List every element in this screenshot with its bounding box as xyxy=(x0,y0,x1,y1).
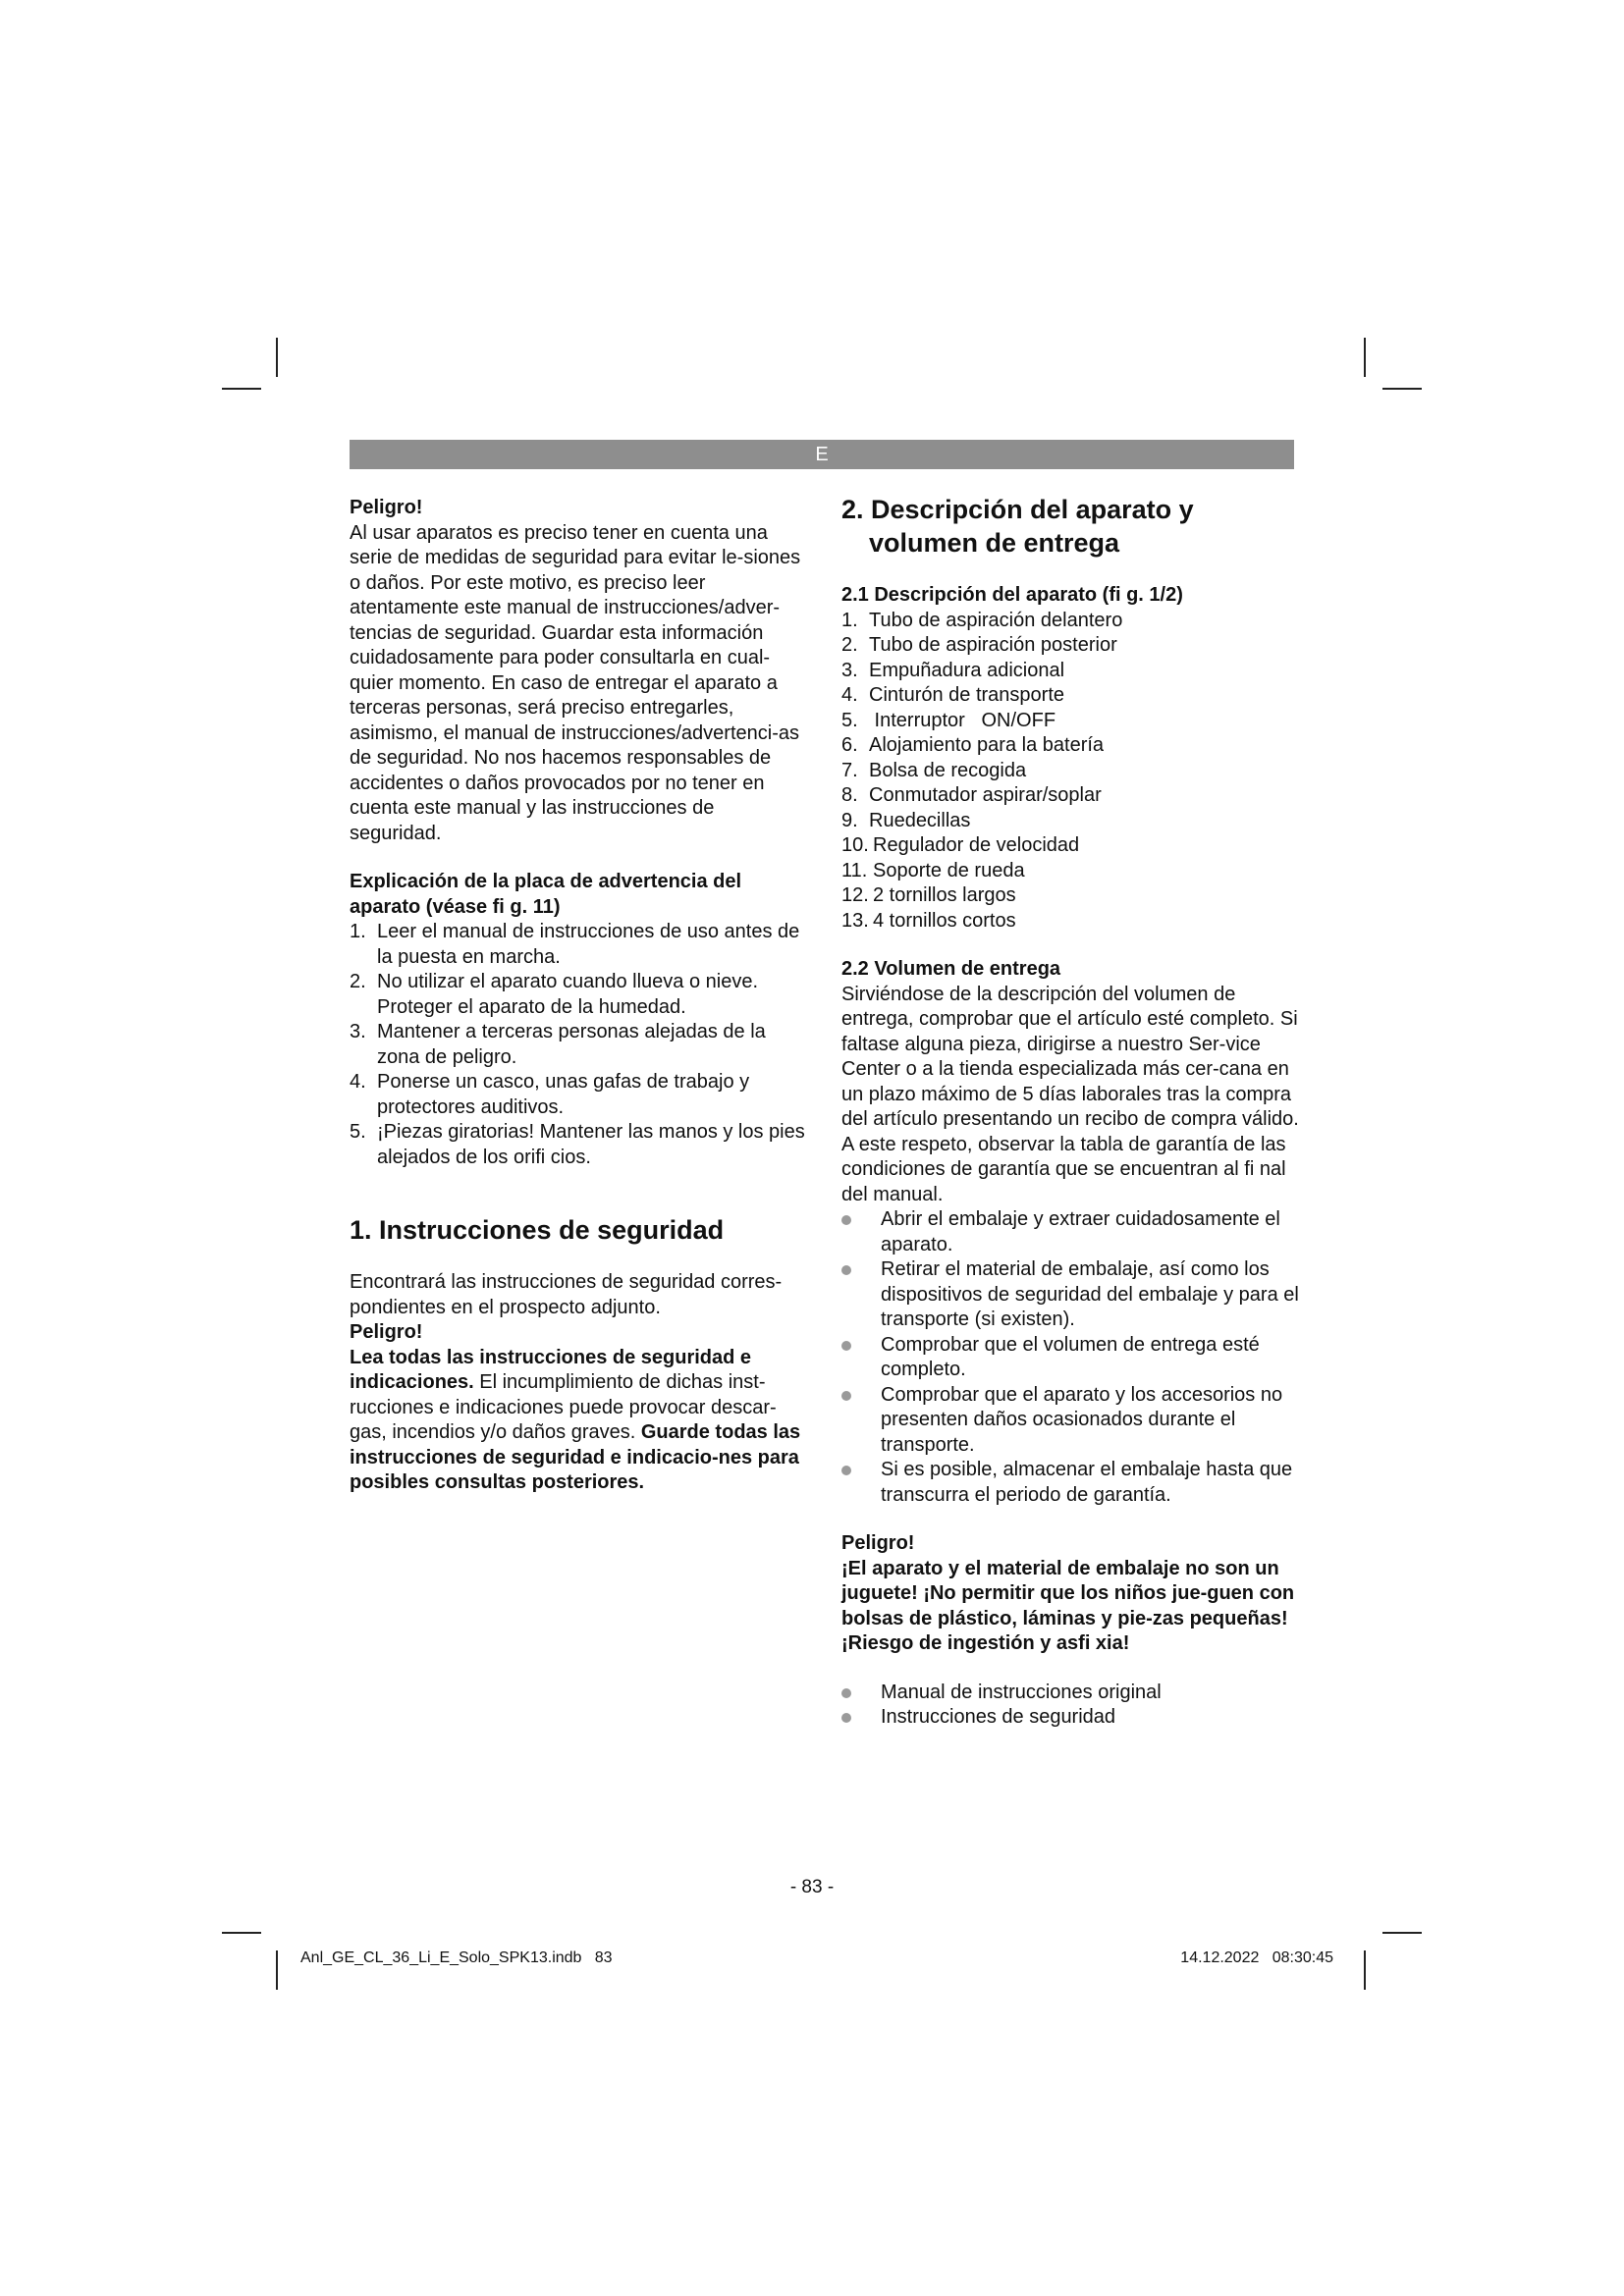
list-item: 9. Ruedecillas xyxy=(841,809,971,831)
crop-mark xyxy=(276,1950,278,1990)
danger-body: Al usar aparatos es preciso tener en cuenta una serie de medidas de seguridad para evitar le-siones o daños. Por este motivo, es preciso leer atentamente este manual de instrucciones/adver-tencias de seguridad. Guardar esta información cuidadosamente para poder consultarla en cual-quier momento. En caso de entregar el aparato a terceras personas, será preciso entregarles, asimismo, el manual de instrucciones/advertenci-as de seguridad. No nos hacemos responsables de accidentes o daños provocados por no tener en cuenta este manual y las instrucciones de seguridad. xyxy=(350,521,801,844)
list-item: 12. 2 tornillos largos xyxy=(841,884,1016,906)
list-item: 4. Ponerse un casco, unas gafas de trabajo y protectores auditivos. xyxy=(350,1071,750,1118)
delivery-paragraph: Sirviéndose de la descripción del volumen de entrega, comprobar que el artículo esté completo. Si faltase alguna pieza, dirigirse a nuestro Ser-vice Center o a la tienda especializada más cer-cana en un plazo máximo de 5 días laborales tras la compra del artículo presentando un recibo de compra válido. A este respeto, observar la tabla de garantía de las condiciones de garantía que se encuentran al fi nal del manual. xyxy=(841,983,1299,1205)
danger-body: ¡El aparato y el material de embalaje no son un juguete! ¡No permitir que los niños jue-guen con bolsas de plástico, láminas y pie-zas pequeñas! ¡Riesgo de ingestión y asfi xia! xyxy=(841,1557,1295,1654)
list-item: Comprobar que el volumen de entrega esté completo. xyxy=(841,1333,1303,1383)
parts-list xyxy=(841,609,1303,834)
parts-list-continued xyxy=(841,833,1303,934)
list-item: Retirar el material de embalaje, así como los dispositivos de seguridad del embalaje y para el transporte (si existen). xyxy=(841,1257,1303,1333)
crop-mark xyxy=(1364,338,1366,377)
page-number: - 83 - xyxy=(789,1877,835,1897)
list-item: Abrir el embalaje y extraer cuidadosamente el aparato. xyxy=(841,1207,1303,1257)
section-title: 2. Descripción del aparato y volumen de entrega xyxy=(841,495,1194,558)
bullet-icon xyxy=(841,1466,851,1475)
print-timestamp: 14.12.2022 08:30:45 xyxy=(1180,1949,1333,1966)
delivery-checklist xyxy=(841,1207,1303,1508)
left-column xyxy=(350,496,806,1496)
list-item: Manual de instrucciones original xyxy=(841,1681,1303,1706)
crop-mark xyxy=(1364,1950,1366,1990)
list-item: 2. No utilizar el aparato cuando llueva o nieve. Proteger el aparato de la humedad. xyxy=(350,971,759,1018)
bullet-icon xyxy=(841,1215,851,1225)
list-item: 6. Alojamiento para la batería xyxy=(841,734,1105,756)
list-item: 11. Soporte de rueda xyxy=(841,859,1025,881)
bullet-icon xyxy=(841,1713,851,1723)
danger-title: Peligro! xyxy=(841,1532,915,1554)
section-title: 1. Instrucciones de seguridad xyxy=(350,1215,725,1245)
bullet-icon xyxy=(841,1391,851,1401)
list-item: 3. Mantener a terceras personas alejadas de la zona de peligro. xyxy=(350,1021,766,1068)
list-item: Si es posible, almacenar el embalaje hasta que transcurra el periodo de garantía. xyxy=(841,1458,1303,1508)
subsection-title: 2.2 Volumen de entrega xyxy=(841,958,1061,980)
list-item: 5. ¡Piezas giratorias! Mantener las manos y los pies alejados de los orifi cios. xyxy=(350,1121,805,1168)
crop-mark xyxy=(276,338,278,377)
crop-mark xyxy=(1382,1932,1422,1934)
list-item: 10. Regulador de velocidad xyxy=(841,834,1080,856)
list-item: 5. Interruptor ON/OFF xyxy=(841,709,1056,731)
list-item: 13. 4 tornillos cortos xyxy=(841,909,1016,932)
file-name: Anl_GE_CL_36_Li_E_Solo_SPK13.indb 83 xyxy=(300,1949,613,1966)
bullet-icon xyxy=(841,1341,851,1351)
list-item: Instrucciones de seguridad xyxy=(841,1705,1303,1731)
list-item: 8. Conmutador aspirar/soplar xyxy=(841,784,1102,806)
list-item: 4. Cinturón de transporte xyxy=(841,684,1065,706)
bullet-icon xyxy=(841,1265,851,1275)
danger-title: Peligro! xyxy=(350,497,423,518)
crop-mark xyxy=(1382,388,1422,390)
language-code: E xyxy=(815,444,829,465)
list-item: 3. Empuñadura adicional xyxy=(841,659,1065,681)
language-header-bar xyxy=(350,440,1294,469)
crop-mark xyxy=(222,1932,261,1934)
warning-plate-list xyxy=(350,920,806,1170)
danger-title: Peligro! xyxy=(350,1321,423,1343)
included-documents-list xyxy=(841,1681,1303,1731)
list-item: 2. Tubo de aspiración posterior xyxy=(841,634,1117,656)
list-item: 1. Tubo de aspiración delantero xyxy=(841,609,1123,631)
subsection-title: 2.1 Descripción del aparato (fi g. 1/2) xyxy=(841,584,1183,606)
bullet-icon xyxy=(841,1688,851,1698)
right-column xyxy=(841,493,1303,1731)
warning-plate-title: Explicación de la placa de advertencia del aparato (véase fi g. 11) xyxy=(350,871,742,918)
list-item: Comprobar que el aparato y los accesorios no presenten daños ocasionados durante el transporte. xyxy=(841,1383,1303,1459)
section-intro: Encontrará las instrucciones de seguridad corres-pondientes en el prospecto adjunto. xyxy=(350,1271,783,1318)
crop-mark xyxy=(222,388,261,390)
list-item: 7. Bolsa de recogida xyxy=(841,759,1027,781)
list-item: 1. Leer el manual de instrucciones de uso antes de la puesta en marcha. xyxy=(350,921,800,968)
safety-paragraph: Lea todas las instrucciones de seguridad e indicaciones. El incumplimiento de dichas inst-rucciones e indicaciones puede provocar descar-gas, incendios y/o daños graves. Guarde todas las instrucciones de seguridad e indicacio-nes para posibles consultas posteriores. xyxy=(350,1346,801,1493)
